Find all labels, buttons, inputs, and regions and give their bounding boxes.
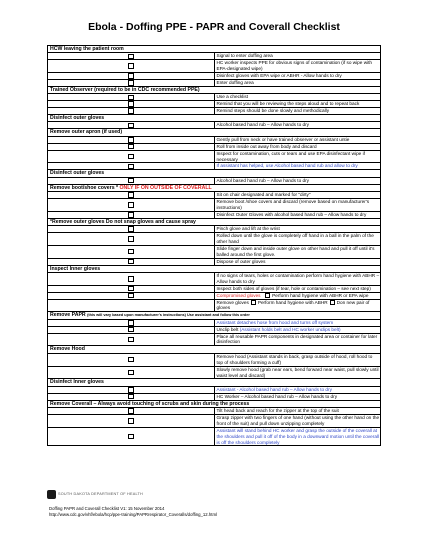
item-text: Inspect for contamination, cuts or tears and use EPA disinfectant wipe if necessary bbox=[216, 150, 365, 162]
item-text: Remove boot /shoe covers and discard (remove based on manufacturer's instructions) bbox=[216, 198, 370, 210]
checkbox[interactable] bbox=[128, 101, 134, 107]
item-text: Grasp zipper with two fingers of one hand (without using the other hand on the front of the suit) and pull down unzipping completely bbox=[216, 414, 380, 426]
option-hand-hygiene-abhr-or-epa: Perform hand hygiene with ABHR or EPA wipe bbox=[272, 292, 369, 298]
checklist-item bbox=[48, 211, 381, 218]
checklist-item bbox=[48, 226, 381, 233]
checkbox[interactable] bbox=[128, 137, 134, 143]
sd-doh-logo bbox=[47, 489, 143, 499]
section-header bbox=[48, 86, 381, 93]
section-heading: *Remove outer gloves Do not snap gloves and cause spray bbox=[50, 218, 196, 225]
checklist-item bbox=[48, 53, 381, 60]
item-text: Alcohol based hand rub – Allow hands to dry bbox=[216, 122, 310, 128]
checkbox[interactable] bbox=[128, 327, 134, 333]
item-text: Enter doffing area bbox=[216, 80, 254, 86]
option-hand-hygiene-abhr: Perform hand hygiene with ABHR bbox=[257, 299, 328, 305]
checkbox[interactable] bbox=[128, 226, 134, 232]
section-heading: Remove outer apron (if used) bbox=[50, 129, 123, 136]
checkbox[interactable] bbox=[128, 212, 134, 218]
section-heading: Trained Observer (required to be in CDC recommended PPE) bbox=[50, 86, 200, 93]
section-header bbox=[48, 184, 381, 191]
section-heading-warning: ONLY IF ON OUTSIDE OF COVERALL bbox=[119, 184, 212, 191]
checkbox[interactable] bbox=[128, 54, 134, 60]
item-text: HC Worker – Alcohol based hand rub – Allow hands to dry bbox=[216, 393, 338, 399]
item-text: Gently pull from neck or have trained observer or assistant untie bbox=[216, 136, 350, 142]
checklist-item bbox=[48, 73, 381, 80]
item-text: Use a checklist bbox=[216, 94, 249, 100]
section-header bbox=[48, 346, 381, 353]
checkbox[interactable] bbox=[128, 108, 134, 114]
section-header bbox=[48, 170, 381, 177]
checkbox[interactable] bbox=[128, 144, 134, 150]
section-heading: Disinfect outer gloves bbox=[50, 170, 105, 177]
logo-mark-icon bbox=[47, 490, 56, 499]
checklist-item bbox=[48, 60, 381, 73]
item-text: HC worker inspects PPE for obvious signs of contamination (if so wipe with EPA-designated wipe) bbox=[216, 60, 373, 72]
section-header bbox=[48, 265, 381, 272]
checkbox[interactable] bbox=[128, 80, 134, 86]
checkbox[interactable] bbox=[128, 286, 134, 292]
checklist-item bbox=[48, 353, 381, 366]
checkbox[interactable] bbox=[251, 300, 256, 305]
section-heading: Disinfect outer gloves bbox=[50, 115, 105, 122]
footer-version: Doffing PAPR and Coverall Checklist V1: 15 November 2014 bbox=[49, 506, 165, 511]
item-text: Unclip belt bbox=[216, 326, 239, 332]
item-text: Assistant detaches hose from hood and turns off system bbox=[216, 319, 334, 325]
checkbox[interactable] bbox=[128, 164, 134, 170]
section-header bbox=[48, 312, 381, 319]
section-heading: Remove PAPR bbox=[50, 312, 86, 319]
item-text: Sit on chair designated and marked for "dirty" bbox=[216, 192, 311, 198]
section-header bbox=[48, 129, 381, 136]
item-text: Disinfect Outer Gloves with alcohol based hand rub – Allow hands to dry bbox=[216, 211, 367, 217]
checklist-item bbox=[48, 150, 381, 163]
checklist-item bbox=[48, 326, 381, 333]
checkbox[interactable] bbox=[128, 73, 134, 79]
checklist-table bbox=[47, 45, 381, 446]
item-text: Remind steps should be done slowly and methodically bbox=[216, 108, 330, 114]
checklist-item bbox=[48, 285, 381, 292]
checkbox[interactable] bbox=[128, 337, 134, 343]
checklist-item bbox=[48, 427, 381, 446]
item-text: Disinfect gloves with EPA wipe or ABHR - Allow hands to dry bbox=[216, 73, 342, 79]
checklist-item bbox=[48, 319, 381, 326]
section-header bbox=[48, 400, 381, 407]
checkbox[interactable] bbox=[265, 293, 270, 298]
item-text: Tilt head back and reach for the zipper at the top of the suit bbox=[216, 408, 339, 414]
footer bbox=[49, 506, 217, 518]
checklist-item bbox=[48, 408, 381, 415]
item-text: Dispose of outer gloves bbox=[216, 258, 266, 264]
section-heading: HCW leaving the patient room bbox=[50, 46, 124, 52]
section-header bbox=[48, 46, 381, 53]
section-heading-note: (this will vary based upon manufacturer's instructions) Use assistant and follow this order bbox=[87, 313, 250, 318]
checklist-item bbox=[48, 414, 381, 427]
item-text: If no signs of tears, holes or contamination perform hand hygiene with ABHR – Allow hands to dry bbox=[216, 272, 380, 284]
checklist-item bbox=[48, 198, 381, 211]
item-text: Place all reusable PAPR components in designated area or container for later disinfection bbox=[216, 333, 378, 345]
item-text: Pinch glove and lift at the wrist bbox=[216, 226, 280, 232]
checkbox[interactable] bbox=[128, 154, 134, 160]
checkbox[interactable] bbox=[128, 276, 134, 282]
logo-text: SOUTH DAKOTA DEPARTMENT OF HEALTH bbox=[58, 492, 143, 496]
item-text: Rolled down until the glove is completely off hand in a ball in the palm of the other hand bbox=[216, 232, 374, 244]
checklist-item bbox=[48, 136, 381, 143]
item-text: Assistant - Alcohol based hand rub – Allow hands to dry bbox=[216, 386, 332, 392]
checklist-item bbox=[48, 94, 381, 101]
option-remove-gloves: Remove gloves bbox=[216, 299, 249, 305]
checkbox[interactable] bbox=[128, 434, 134, 440]
checkbox[interactable] bbox=[128, 236, 134, 242]
section-heading: Disinfect Inner gloves bbox=[50, 379, 104, 386]
checkbox[interactable] bbox=[128, 63, 134, 69]
checklist-item bbox=[48, 177, 381, 184]
checkbox[interactable] bbox=[128, 249, 134, 255]
section-heading: Inspect Inner gloves bbox=[50, 265, 101, 272]
checklist-item bbox=[48, 122, 381, 129]
item-note: (Assistant holds belt and HC worker unclips belt) bbox=[238, 326, 341, 332]
compromised-gloves-label: Compromised gloves bbox=[216, 292, 261, 298]
checklist-item bbox=[48, 108, 381, 115]
checklist-item bbox=[48, 192, 381, 199]
checkbox[interactable] bbox=[128, 394, 134, 400]
footer-url: http://www.cdc.gov/vhf/ebola/hcp/ppe-training/PAPRrespirator_Coveralls/doffing_12.html bbox=[49, 512, 217, 517]
item-text: Inspect both sides of gloves (if tear, hole or contamination – see next step) bbox=[216, 285, 371, 291]
item-text: Slowly remove hood (grab near ears, bend forward near waist, pull slowly until waist level and discard) bbox=[216, 366, 379, 378]
checkbox[interactable] bbox=[128, 95, 134, 101]
section-heading: Remove Coverall – Always avoid touching of scrubs and skin during the process bbox=[50, 400, 250, 407]
item-text: Alcohol based hand rub – Allow hands to dry bbox=[216, 177, 310, 183]
section-header bbox=[48, 379, 381, 386]
checkbox[interactable] bbox=[128, 408, 134, 414]
item-text: Slide finger down and inside outer glove on other hand and pull it off until it's balled around the first glove. bbox=[216, 245, 375, 257]
compromised-gloves-row bbox=[48, 299, 381, 312]
page-title: Ebola - Doffing PPE - PAPR and Coverall Checklist bbox=[88, 21, 340, 33]
compromised-gloves-row bbox=[48, 292, 381, 299]
checkbox[interactable] bbox=[128, 370, 134, 376]
checkbox[interactable] bbox=[128, 357, 134, 363]
option-don-new-gloves: Don new pair of gloves bbox=[216, 299, 370, 311]
checklist-item bbox=[48, 101, 381, 108]
checklist-item bbox=[48, 366, 381, 379]
checkbox[interactable] bbox=[128, 320, 134, 326]
item-text: Signal to enter doffing area bbox=[216, 53, 273, 59]
checklist-item bbox=[48, 258, 381, 265]
item-text: Remove hood (Assistant stands in back, grasp outside of hood, roll hood to top of shoulders forming a cuff) bbox=[216, 353, 373, 365]
checkbox[interactable] bbox=[128, 387, 134, 393]
checkbox[interactable] bbox=[128, 293, 134, 299]
checkbox[interactable] bbox=[128, 418, 134, 424]
checklist-item bbox=[48, 232, 381, 245]
checkbox[interactable] bbox=[128, 178, 134, 184]
item-text: If assistant has helped, use Alcohol based hand rub and allow to dry bbox=[216, 163, 358, 169]
checklist-item bbox=[48, 393, 381, 400]
checklist-item bbox=[48, 143, 381, 150]
item-text: Assistant will stand behind HC worker and grasp the outside of the coverall at the shoulders and pull it off of the body in a downward motion until the coverall is off the shoulders completely bbox=[216, 427, 380, 445]
item-text: Roll from inside out away from body and discard bbox=[216, 143, 317, 149]
section-heading: Remove Hood bbox=[50, 346, 85, 353]
checklist-item bbox=[48, 272, 381, 285]
section-header bbox=[48, 218, 381, 225]
checkbox[interactable] bbox=[128, 202, 134, 208]
checklist-item bbox=[48, 333, 381, 346]
section-header bbox=[48, 115, 381, 122]
checkbox[interactable] bbox=[128, 259, 134, 265]
checkbox[interactable] bbox=[128, 123, 134, 129]
checklist-item bbox=[48, 245, 381, 258]
checkbox[interactable] bbox=[330, 300, 335, 305]
checklist-item bbox=[48, 80, 381, 87]
checklist-item bbox=[48, 386, 381, 393]
checkbox[interactable] bbox=[128, 192, 134, 198]
checklist-item bbox=[48, 163, 381, 170]
section-heading: Remove boot/shoe covers * bbox=[50, 184, 120, 191]
item-text: Remind that you will be reviewing the steps aloud and to repeat back bbox=[216, 101, 360, 107]
